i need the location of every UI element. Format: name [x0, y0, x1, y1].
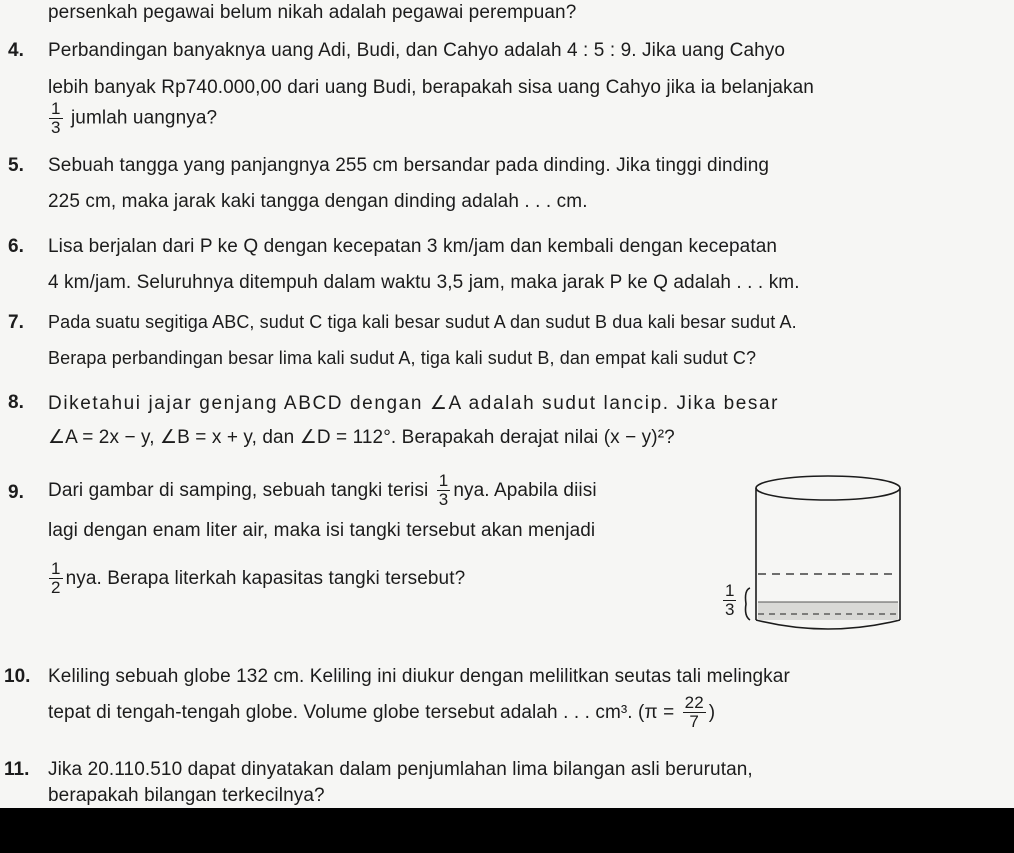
question-number-9: 9.	[8, 482, 24, 503]
q4-line-2: lebih banyak Rp740.000,00 dari uang Budi, berapakah sisa uang Cahyo jika ia belanjakan	[48, 77, 814, 98]
question-number-11: 11.	[4, 759, 30, 780]
bottom-black-bar	[0, 808, 1014, 853]
fraction-one-half: $\frac{1}{2}$	[51, 559, 61, 598]
q8-line-2: ∠A = 2x − y, ∠B = x + y, dan ∠D = 112°. Berapakah derajat nilai (x − y)²?	[48, 427, 675, 448]
q4-line-1: Perbandingan banyaknya uang Adi, Budi, dan Cahyo adalah 4 : 5 : 9. Jika uang Cahyo	[48, 40, 786, 61]
q7-line-2: Berapa perbandingan besar lima kali sudut A, tiga kali sudut B, dan empat kali sudut C?	[48, 348, 757, 368]
q11-line-2: berapakah bilangan terkecilnya?	[48, 785, 325, 806]
fraction-one-third: $\frac{1}{3}$	[438, 471, 449, 510]
q8-line-1: Diketahui jajar genjang ABCD dengan ∠A adalah sudut lancip. Jika besar	[48, 393, 780, 414]
prev-question-tail: persenkah pegawai belum nikah adalah pegawai perempuan?	[48, 2, 577, 23]
q5-line-1: Sebuah tangga yang panjangnya 255 cm bersandar pada dinding. Jika tinggi dinding	[48, 155, 770, 176]
question-number-7: 7.	[8, 312, 24, 333]
q7-line-1: Pada suatu segitiga ABC, sudut C tiga kali besar sudut A dan sudut B dua kali besar sudut A.	[48, 312, 797, 332]
question-number-6: 6.	[8, 236, 24, 257]
q4-line-3: $\frac{1}{3}$ jumlah uangnya?	[51, 99, 218, 137]
q9-line-3: $\frac{1}{2}$ nya. Berapa literkah kapasitas tangki tersebut?	[51, 559, 466, 598]
tank-figure	[718, 470, 918, 645]
q9-line-2: lagi dengan enam liter air, maka isi tangki tersebut akan menjadi	[48, 520, 596, 541]
question-number-8: 8.	[8, 392, 24, 413]
fraction-one-third: $\frac{1}{3}$	[51, 99, 61, 137]
q9-line-1: Dari gambar di samping, sebuah tangki terisi $\frac{1}{3}$ nya. Apabila diisi	[48, 471, 597, 510]
q11-line-1: Jika 20.110.510 dapat dinyatakan dalam penjumlahan lima bilangan asli berurutan,	[48, 759, 753, 780]
question-number-4: 4.	[8, 40, 24, 61]
question-number-10: 10.	[4, 666, 31, 687]
q5-line-2: 225 cm, maka jarak kaki tangga dengan dinding adalah . . . cm.	[48, 191, 588, 212]
question-number-5: 5.	[8, 155, 24, 176]
q10-line-2: tepat di tengah-tengah globe. Volume globe tersebut adalah . . . cm³. (π = $\frac{22}{7}$ )	[48, 693, 716, 732]
q10-line-1: Keliling sebuah globe 132 cm. Keliling ini diukur dengan melilitkan seutas tali melingkar	[48, 666, 790, 687]
q6-line-1: Lisa berjalan dari P ke Q dengan kecepatan 3 km/jam dan kembali dengan kecepatan	[48, 236, 778, 257]
figure-fraction-label: $\frac{1}{3}$	[725, 581, 735, 619]
cylinder-tank-drawing	[718, 470, 918, 640]
q6-line-2: 4 km/jam. Seluruhnya ditempuh dalam waktu 3,5 jam, maka jarak P ke Q adalah . . . km.	[48, 272, 800, 293]
fraction-twentytwo-sevenths: $\frac{22}{7}$	[684, 693, 704, 732]
